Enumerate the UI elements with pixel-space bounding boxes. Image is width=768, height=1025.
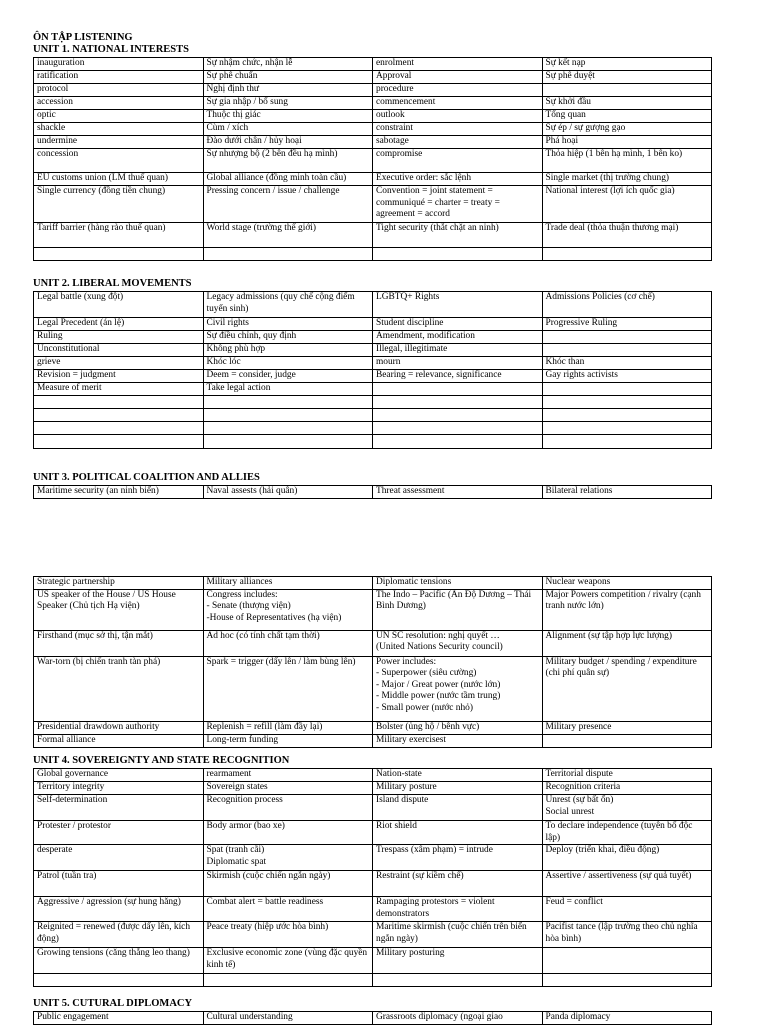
table-cell: Measure of merit xyxy=(34,383,204,396)
table-cell: rearmament xyxy=(203,769,373,782)
table-cell: Threat assessment xyxy=(373,486,543,499)
table-cell: Phá hoại xyxy=(542,136,712,149)
table-cell: Restraint (sự kiềm chế) xyxy=(373,871,543,897)
table-cell xyxy=(203,422,373,435)
table-cell xyxy=(542,344,712,357)
table-cell: Riot shield xyxy=(373,821,543,845)
table-row xyxy=(34,123,712,136)
table-cell: Sự gia nhập / bổ sung xyxy=(203,97,373,110)
table-row xyxy=(34,922,712,948)
table-cell: National interest (lợi ích quốc gia) xyxy=(542,186,712,223)
table-row xyxy=(34,845,712,871)
table-cell xyxy=(542,396,712,409)
table-cell: Convention = joint statement = communiqué = charter = treaty = agreement = accord xyxy=(373,186,543,223)
table-cell: Single currency (đồng tiền chung) xyxy=(34,186,204,223)
table-cell: Combat alert = battle readiness xyxy=(203,897,373,922)
table-cell: grieve xyxy=(34,357,204,370)
table-row xyxy=(34,821,712,845)
table-cell: Global alliance (đồng minh toàn cầu) xyxy=(203,173,373,186)
table-cell: Thỏa hiệp (1 bên hạ mình, 1 bên ko) xyxy=(542,149,712,173)
table-row xyxy=(34,110,712,123)
table-cell: Gay rights activists xyxy=(542,370,712,383)
table-cell xyxy=(34,396,204,409)
table-row xyxy=(34,782,712,795)
table-cell: constraint xyxy=(373,123,543,136)
table-row xyxy=(34,396,712,409)
table-row xyxy=(34,897,712,922)
table-cell: EU customs union (LM thuế quan) xyxy=(34,173,204,186)
table-cell: Approval xyxy=(373,71,543,84)
table-cell: Nghị định thư xyxy=(203,84,373,97)
table-row xyxy=(34,223,712,248)
table-cell: Military alliances xyxy=(203,577,373,590)
table-cell: Global governance xyxy=(34,769,204,782)
table-cell: Khóc lóc xyxy=(203,357,373,370)
table-cell: Admissions Policies (cơ chế) xyxy=(542,292,712,318)
table-cell: To declare independence (tuyên bố độc lập) xyxy=(542,821,712,845)
table-row xyxy=(34,71,712,84)
table-row xyxy=(34,948,712,974)
table-cell xyxy=(542,383,712,396)
table-cell: Pressing concern / issue / challenge xyxy=(203,186,373,223)
table-cell: Deem = consider, judge xyxy=(203,370,373,383)
table-cell xyxy=(373,435,543,449)
table-cell: Bolster (ủng hộ / bênh vực) xyxy=(373,721,543,734)
table-cell: Đào dưới chân / hủy hoại xyxy=(203,136,373,149)
table-cell xyxy=(542,409,712,422)
table-row xyxy=(34,630,712,656)
table-cell: Assertive / assertiveness (sự quả tuyết) xyxy=(542,871,712,897)
table-cell: Cùm / xích xyxy=(203,123,373,136)
table-row xyxy=(34,136,712,149)
table-cell: Sovereign states xyxy=(203,782,373,795)
table-cell xyxy=(203,435,373,449)
table-row xyxy=(34,318,712,331)
table-cell xyxy=(542,248,712,261)
table-cell: Thuộc thị giác xyxy=(203,110,373,123)
table-cell: Territorial dispute xyxy=(542,769,712,782)
table-cell: Strategic partnership xyxy=(34,577,204,590)
table-row xyxy=(34,344,712,357)
table-cell: Congress includes: - Senate (thượng viện) -House of Representatives (hạ viện) xyxy=(203,589,373,630)
unit-4-title: UNIT 4. SOVEREIGNTY AND STATE RECOGNITION xyxy=(33,755,290,766)
unit-3-table-part-2 xyxy=(33,576,712,748)
table-cell xyxy=(203,409,373,422)
table-cell: procedure xyxy=(373,84,543,97)
table-row xyxy=(34,871,712,897)
table-row xyxy=(34,974,712,987)
table-cell: Sự khởi đầu xyxy=(542,97,712,110)
table-cell: Military exercisest xyxy=(373,734,543,747)
table-row xyxy=(34,149,712,173)
table-row xyxy=(34,734,712,747)
table-cell xyxy=(34,248,204,261)
table-cell: Growing tensions (căng thẳng leo thang) xyxy=(34,948,204,974)
table-cell: Replenish = refill (làm đầy lại) xyxy=(203,721,373,734)
table-cell: Không phù hợp xyxy=(203,344,373,357)
table-cell: Sự kết nạp xyxy=(542,58,712,71)
table-row xyxy=(34,589,712,630)
table-cell: World stage (trường thế giới) xyxy=(203,223,373,248)
table-cell: Exclusive economic zone (vùng đặc quyền kinh tế) xyxy=(203,948,373,974)
table-cell: Legacy admissions (quy chế cộng điểm tuyển sinh) xyxy=(203,292,373,318)
table-cell: Skirmish (cuộc chiến ngắn ngày) xyxy=(203,871,373,897)
table-row xyxy=(34,721,712,734)
table-cell: US speaker of the House / US House Speaker (Chủ tịch Hạ viện) xyxy=(34,589,204,630)
table-cell: Tight security (thắt chặt an ninh) xyxy=(373,223,543,248)
table-cell: optic xyxy=(34,110,204,123)
table-cell: Rampaging protestors = violent demonstrators xyxy=(373,897,543,922)
table-row xyxy=(34,370,712,383)
table-cell xyxy=(373,974,543,987)
table-cell xyxy=(542,734,712,747)
table-cell: outlook xyxy=(373,110,543,123)
table-cell: Legal Precedent (án lệ) xyxy=(34,318,204,331)
table-row xyxy=(34,186,712,223)
table-cell: Protester / protestor xyxy=(34,821,204,845)
table-cell: Single market (thị trường chung) xyxy=(542,173,712,186)
table-cell xyxy=(373,248,543,261)
table-cell: Deploy (triển khai, điều động) xyxy=(542,845,712,871)
table-cell: Sự điều chỉnh, quy định xyxy=(203,331,373,344)
table-cell xyxy=(542,948,712,974)
table-row xyxy=(34,357,712,370)
table-cell xyxy=(203,396,373,409)
table-cell: Military posturing xyxy=(373,948,543,974)
table-row xyxy=(34,409,712,422)
table-cell: Maritime security (an ninh biển) xyxy=(34,486,204,499)
table-cell: Peace treaty (hiệp ước hòa bình) xyxy=(203,922,373,948)
table-cell xyxy=(34,435,204,449)
table-cell: Spark = trigger (dấy lên / làm bùng lên) xyxy=(203,656,373,721)
table-cell: Nation-state xyxy=(373,769,543,782)
table-cell: Progressive Ruling xyxy=(542,318,712,331)
table-cell xyxy=(373,409,543,422)
table-cell: Sự phê chuẩn xyxy=(203,71,373,84)
unit-1-table xyxy=(33,57,712,261)
table-row xyxy=(34,795,712,821)
table-cell xyxy=(203,248,373,261)
table-cell: Long-term funding xyxy=(203,734,373,747)
unit-5-table xyxy=(33,1011,712,1025)
table-cell: ratification xyxy=(34,71,204,84)
table-cell: Alignment (sự tập hợp lực lượng) xyxy=(542,630,712,656)
table-cell xyxy=(34,422,204,435)
table-row xyxy=(34,486,712,499)
table-row xyxy=(34,435,712,449)
table-cell: Major Powers competition / rivalry (cạnh tranh nước lớn) xyxy=(542,589,712,630)
unit-5-title: UNIT 5. CUTURAL DIPLOMACY xyxy=(33,998,193,1009)
table-cell: commencement xyxy=(373,97,543,110)
table-cell: Self-determination xyxy=(34,795,204,821)
table-cell: Diplomatic tensions xyxy=(373,577,543,590)
table-cell: The Indo – Pacific (Ấn Độ Dương – Thái Bình Dương) xyxy=(373,589,543,630)
table-cell: Maritime skirmish (cuộc chiến trên biển ngắn ngày) xyxy=(373,922,543,948)
table-cell: Student discipline xyxy=(373,318,543,331)
table-cell: Formal alliance xyxy=(34,734,204,747)
table-cell: Military budget / spending / expenditure (chi phí quân sự) xyxy=(542,656,712,721)
table-row xyxy=(34,383,712,396)
table-cell: Military posture xyxy=(373,782,543,795)
table-cell: compromise xyxy=(373,149,543,173)
table-cell: Firsthand (mục sở thị, tận mắt) xyxy=(34,630,204,656)
table-cell: Take legal action xyxy=(203,383,373,396)
table-cell xyxy=(542,84,712,97)
table-cell: Executive order: sắc lệnh xyxy=(373,173,543,186)
table-cell: Tổng quan xyxy=(542,110,712,123)
table-cell xyxy=(542,422,712,435)
table-row xyxy=(34,84,712,97)
table-cell: Sự ép / sự gượng gạo xyxy=(542,123,712,136)
table-cell: enrolment xyxy=(373,58,543,71)
table-cell: Civil rights xyxy=(203,318,373,331)
unit-2-table xyxy=(33,291,712,449)
table-cell: Aggressive / agression (sự hung hăng) xyxy=(34,897,204,922)
table-cell: War-torn (bị chiến tranh tàn phá) xyxy=(34,656,204,721)
table-cell: Trade deal (thỏa thuận thương mại) xyxy=(542,223,712,248)
table-cell: LGBTQ+ Rights xyxy=(373,292,543,318)
table-cell: undermine xyxy=(34,136,204,149)
table-cell: sabotage xyxy=(373,136,543,149)
unit-4-table xyxy=(33,768,712,987)
table-cell: Bearing = relevance, significance xyxy=(373,370,543,383)
table-cell: Sự nhậm chức, nhận lễ xyxy=(203,58,373,71)
table-cell: Grassroots diplomacy (ngoại giao xyxy=(373,1012,543,1025)
table-cell: Amendment, modification xyxy=(373,331,543,344)
table-cell: Panda diplomacy xyxy=(542,1012,712,1025)
page-title: ÔN TẬP LISTENING xyxy=(33,32,133,43)
table-cell: Sự phê duyệt xyxy=(542,71,712,84)
table-cell: Khóc than xyxy=(542,357,712,370)
table-row xyxy=(34,422,712,435)
table-cell: accession xyxy=(34,97,204,110)
table-cell: Sự nhượng bộ (2 bên đều hạ mình) xyxy=(203,149,373,173)
table-cell: Ruling xyxy=(34,331,204,344)
table-cell: protocol xyxy=(34,84,204,97)
table-row xyxy=(34,656,712,721)
table-row xyxy=(34,58,712,71)
table-row xyxy=(34,577,712,590)
unit-3-title: UNIT 3. POLITICAL COALITION AND ALLIES xyxy=(33,472,260,483)
table-cell xyxy=(373,396,543,409)
table-cell xyxy=(373,383,543,396)
table-cell: Power includes: - Superpower (siêu cường) - Major / Great power (nước lớn) - Middle power (nước tầm trung) - Small power (nước nhỏ) xyxy=(373,656,543,721)
table-cell: Body armor (bao xe) xyxy=(203,821,373,845)
table-cell: Unrest (sự bất ổn) Social unrest xyxy=(542,795,712,821)
table-cell: Recognition process xyxy=(203,795,373,821)
table-cell: Legal battle (xung đột) xyxy=(34,292,204,318)
table-cell: Public engagement xyxy=(34,1012,204,1025)
table-cell xyxy=(542,435,712,449)
table-cell: UN SC resolution: nghị quyết … (United Nations Security council) xyxy=(373,630,543,656)
table-row xyxy=(34,248,712,261)
table-cell xyxy=(542,331,712,344)
table-cell xyxy=(34,974,204,987)
table-cell xyxy=(373,422,543,435)
table-row xyxy=(34,1012,712,1025)
table-cell: Feud = conflict xyxy=(542,897,712,922)
table-cell: Patrol (tuần tra) xyxy=(34,871,204,897)
table-cell xyxy=(542,974,712,987)
table-cell: Pacifist tance (lập trường theo chủ nghĩa hòa bình) xyxy=(542,922,712,948)
table-cell: Island dispute xyxy=(373,795,543,821)
table-row xyxy=(34,97,712,110)
table-row xyxy=(34,769,712,782)
table-cell: Presidential drawdown authority xyxy=(34,721,204,734)
table-cell: inauguration xyxy=(34,58,204,71)
unit-3-table-part-1 xyxy=(33,485,712,499)
table-cell: Naval assests (hải quân) xyxy=(203,486,373,499)
table-cell: Unconstitutional xyxy=(34,344,204,357)
table-cell: Cultural understanding xyxy=(203,1012,373,1025)
table-cell: Ad hoc (có tính chất tạm thời) xyxy=(203,630,373,656)
unit-1-title: UNIT 1. NATIONAL INTERESTS xyxy=(33,44,189,55)
table-cell: Recognition criteria xyxy=(542,782,712,795)
table-cell: mourn xyxy=(373,357,543,370)
table-cell: Revision = judgment xyxy=(34,370,204,383)
table-cell: concession xyxy=(34,149,204,173)
table-row xyxy=(34,331,712,344)
table-cell: Nuclear weapons xyxy=(542,577,712,590)
table-cell xyxy=(203,974,373,987)
unit-2-title: UNIT 2. LIBERAL MOVEMENTS xyxy=(33,278,192,289)
table-cell: shackle xyxy=(34,123,204,136)
table-cell xyxy=(34,409,204,422)
table-cell: Territory integrity xyxy=(34,782,204,795)
table-cell: Military presence xyxy=(542,721,712,734)
table-cell: Illegal, illegitimate xyxy=(373,344,543,357)
table-cell: Trespass (xâm phạm) = intrude xyxy=(373,845,543,871)
table-cell: Tariff barrier (hàng rào thuế quan) xyxy=(34,223,204,248)
table-row xyxy=(34,292,712,318)
table-cell: desperate xyxy=(34,845,204,871)
table-row xyxy=(34,173,712,186)
table-cell: Bilateral relations xyxy=(542,486,712,499)
table-cell: Reignited = renewed (được dấy lên, kích động) xyxy=(34,922,204,948)
table-cell: Spat (tranh cãi) Diplomatic spat xyxy=(203,845,373,871)
